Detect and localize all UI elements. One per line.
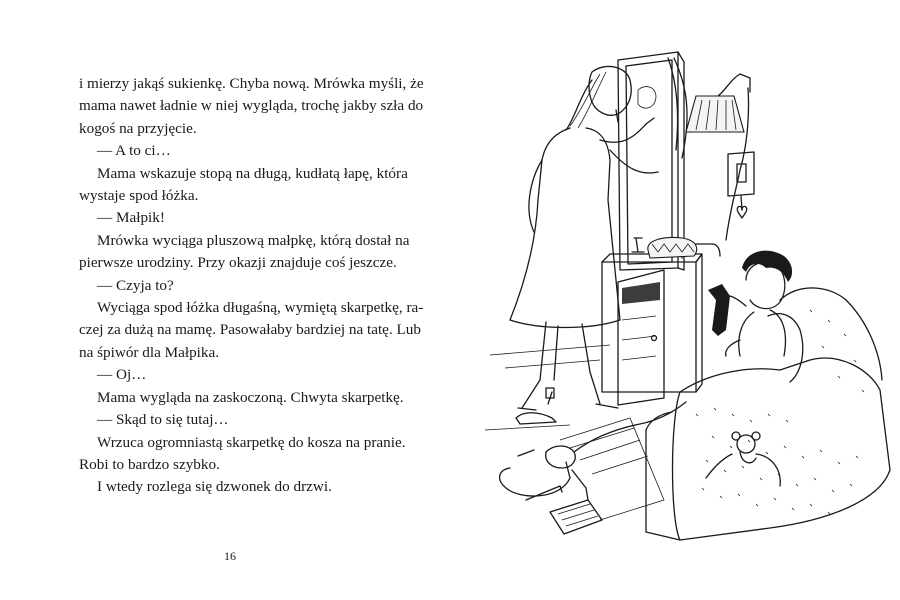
text-line: — A to ci… <box>97 142 171 160</box>
text-line: mama nawet ładnie w niej wygląda, trochę jakby szła do <box>79 97 424 115</box>
text-line: I wtedy rozlega się dzwonek do drzwi. <box>97 478 332 496</box>
text-line: — Oj… <box>97 366 147 384</box>
page-number: 16 <box>224 549 236 563</box>
text-line: Mrówka wyciąga pluszową małpkę, którą dostał na <box>97 231 410 249</box>
text-line: Mama wygląda na zaskoczoną. Chwyta skarpetkę. <box>97 388 404 406</box>
text-line: — Czyja to? <box>97 276 174 294</box>
woman-at-mirror-and-child-in-bed-illustration <box>450 0 900 600</box>
text-line: — Skąd to się tutaj… <box>97 411 229 429</box>
bed <box>646 288 890 540</box>
bath-scale <box>526 470 602 534</box>
text-line: na śpiwór dla Małpika. <box>79 343 220 361</box>
text-line: pierwsze urodziny. Przy okazji znajduje coś jeszcze. <box>79 254 397 272</box>
rug <box>560 418 664 520</box>
text-line: wystaje spod łóżka. <box>79 187 199 205</box>
text-line: — Małpik! <box>97 209 165 227</box>
plush-monkey <box>706 432 780 486</box>
text-line: kogoś na przyjęcie. <box>79 119 197 137</box>
text-line: Mama wskazuje stopą na długą, kudłatą łapę, która <box>97 164 408 182</box>
text-line: i mierzy jakąś sukienkę. Chyba nową. Mrówka myśli, że <box>79 75 424 92</box>
text-line: Wrzuca ogromniastą skarpetkę do kosza na pranie. <box>97 433 406 451</box>
text-line: Wyciąga spod łóżka długaśną, wymiętą skarpetkę, ra- <box>97 299 424 317</box>
right-page <box>450 0 900 600</box>
child-figure <box>708 251 792 356</box>
text-line: Robi to bardzo szybko. <box>79 455 220 473</box>
shoes <box>516 388 556 424</box>
text-line: czej za dużą na mamę. Pasowałaby bardziej na tatę. Lub <box>79 321 421 339</box>
body-text <box>79 73 424 499</box>
